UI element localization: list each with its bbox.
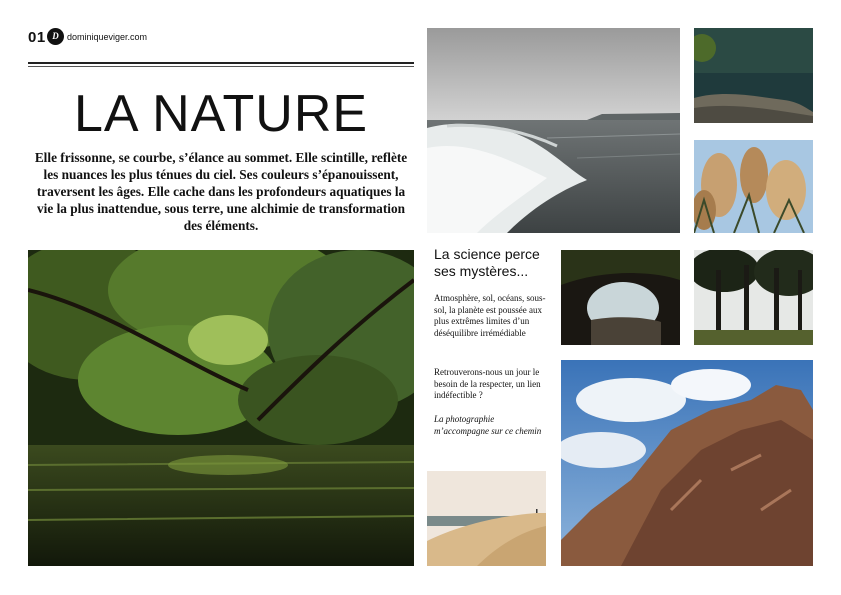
- photo-cave-arch: [561, 250, 680, 345]
- photo-forest-river: [28, 250, 414, 566]
- page-title: LA NATURE: [73, 85, 369, 143]
- header-rule: [28, 62, 414, 64]
- sidebar-paragraph-2: Retrouverons-nous un jour le besoin de la respecter, un lien indéfectible ?: [434, 367, 541, 400]
- sidebar-paragraph-3: La photographie m’accompagne sur ce chemin: [434, 414, 542, 436]
- sidebar-subhead: La science perce ses mystères...: [434, 246, 540, 279]
- intro-paragraph: Elle frissonne, se courbe, s’élance au sommet. Elle scintille, reflète les nuances les plus ténues du ciel. Ses couleurs s’épanouissent, traversent les âges. Elle cache dans les profondeurs aquatiques la vie la plus inattendue, sous terre, une alchimie de transformation des éléments.: [34, 150, 408, 233]
- photo-red-mountain: [561, 360, 813, 566]
- header-rule-thin: [28, 66, 414, 67]
- photo-rocky-shore: [694, 28, 813, 123]
- photo-ocean-wave: [427, 28, 680, 233]
- site-url[interactable]: dominiqueviger.com: [67, 32, 148, 42]
- photo-sand-dune: [427, 471, 546, 566]
- sidebar-paragraph-1: Atmosphère, sol, océans, sous-sol, la planète est poussée aux plus extrêmes limites d’un déséquilibre irrémédiable: [434, 293, 546, 338]
- page-number: 01: [28, 29, 46, 46]
- photo-pine-trees: [694, 250, 813, 345]
- dv-logo-icon: D: [47, 28, 64, 45]
- photo-pampas-grass: [694, 140, 813, 233]
